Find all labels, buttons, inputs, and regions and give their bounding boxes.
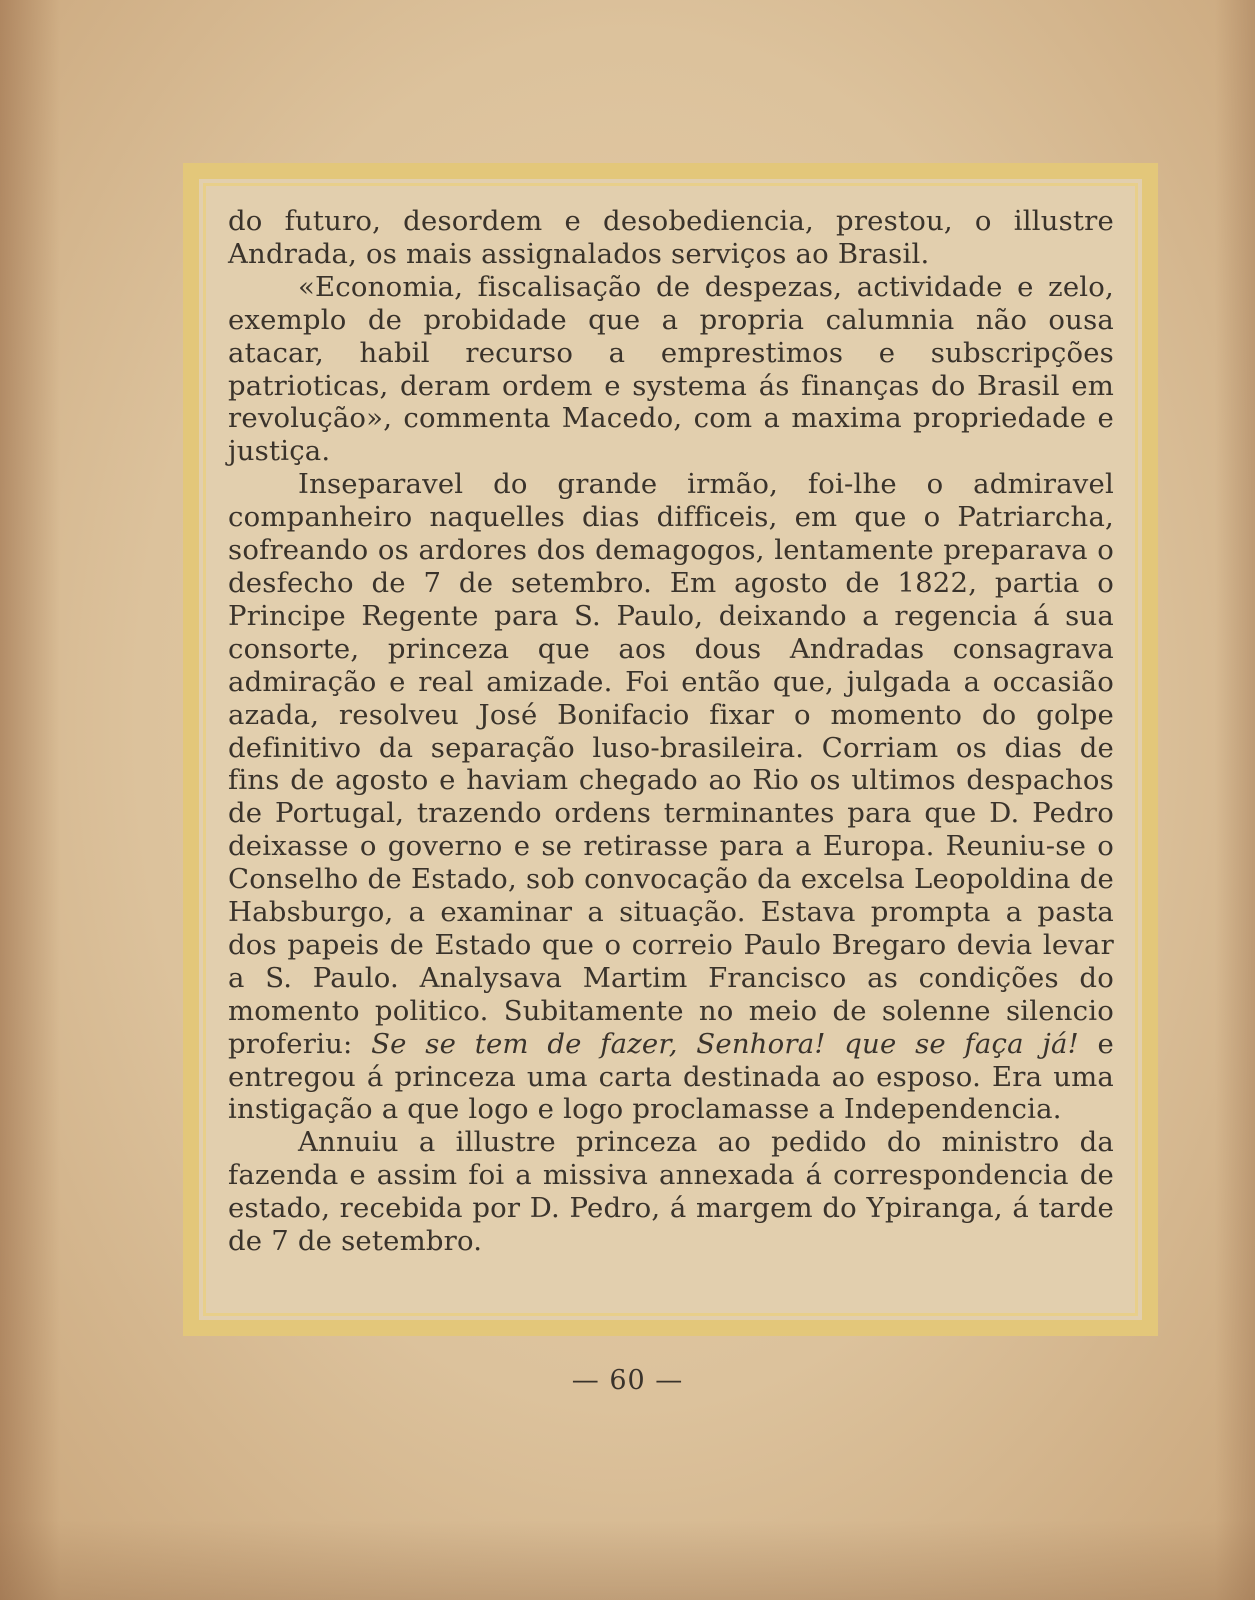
page-edge-shadow-left <box>0 0 60 1600</box>
body-text <box>228 205 1114 1258</box>
page-number: — 60 — <box>571 1365 684 1396</box>
paragraph-3-italic-quote: Se se tem de fazer, Senhora! que se faça já! <box>371 1027 1079 1060</box>
paragraph-4: Annuiu a illustre princeza ao pedido do ministro da fazenda e assim foi a missiva annexada á correspondencia de estado, recebida por D. Pedro, á margem do Ypiranga, á tarde de 7 de setembro. <box>228 1126 1114 1258</box>
page-edge-shadow-right <box>1215 0 1255 1600</box>
paragraph-3-text-after: e entregou á princeza uma carta destinada ao esposo. Era uma instigação a que logo e logo proclamasse a Independencia. <box>228 1027 1114 1126</box>
paragraph-2: «Economia, fiscalisação de despezas, actividade e zelo, exemplo de probidade que a propria calumnia não ousa atacar, habil recurso a emprestimos e subscripções patrioticas, deram ordem e systema ás finanças do Brasil em revolução», commenta Macedo, com a maxima propriedade e justiça. <box>228 270 1114 468</box>
page-edge-shadow-bottom <box>0 1520 1255 1600</box>
paragraph-3-text-before: Inseparavel do grande irmão, foi-lhe o admiravel companheiro naquelles dias difficeis, em que o Patriarcha, sofreando os ardores dos demagogos, lentamente preparava o desfecho de 7 de setembro. Em agosto de 1822, partia o Principe Regente para S. Paulo, deixando a regencia á sua consorte, princeza que aos dous Andradas consagrava admiração e real amizade. Foi então que, julgada a occasião azada, resolveu José Bonifacio fixar o momento do golpe definitivo da separação luso-brasileira. Corriam os dias de fins de agosto e haviam chegado ao Rio os ultimos despachos de Portugal, trazendo ordens terminantes para que D. Pedro deixasse o governo e se retirasse para a Europa. Reuniu-se o Conselho de Estado, sob convocação da excelsa Leopoldina de Habsburgo, a examinar a situação. Estava prompta a pasta dos papeis de Estado que o correio Paulo Bregaro devia levar a S. Paulo. Analysava Martim Francisco as condições do momento politico. Subitamente no meio de solenne silencio proferiu: <box>228 468 1114 1060</box>
paragraph-1: do futuro, desordem e desobediencia, prestou, o illustre Andrada, os mais assignalados serviços ao Brasil. <box>228 205 1114 270</box>
paragraph-3 <box>228 468 1114 1126</box>
